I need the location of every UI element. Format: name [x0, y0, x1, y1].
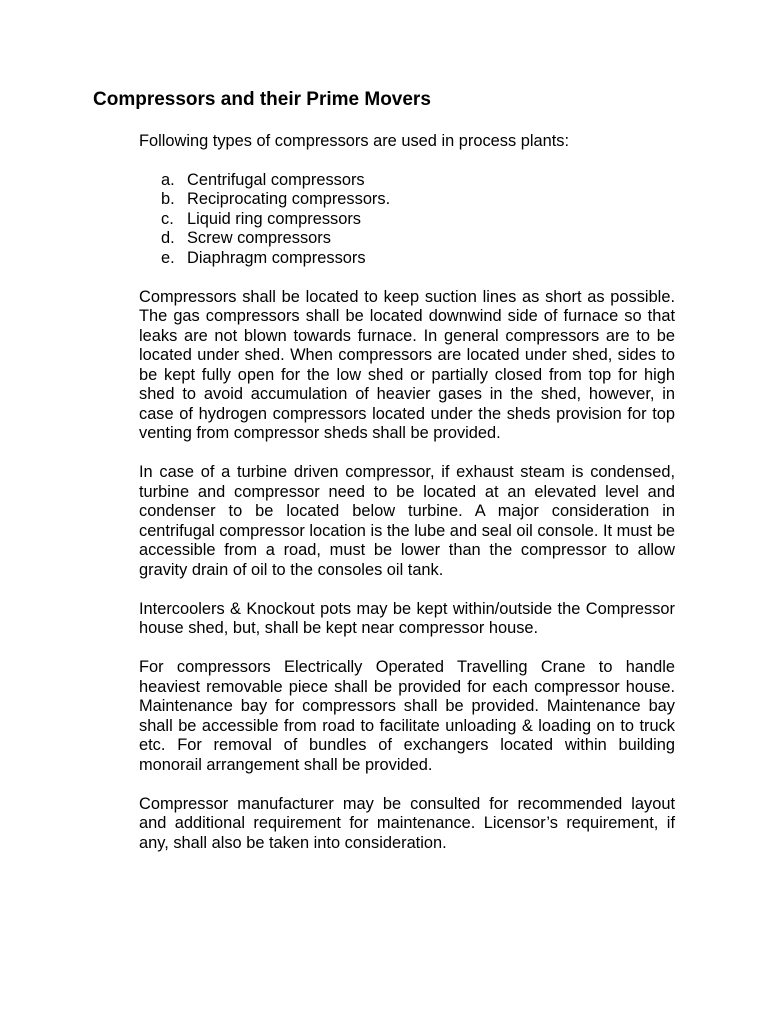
compressor-types-list	[139, 171, 675, 269]
paragraph-turbine: In case of a turbine driven compressor, if exhaust steam is condensed, turbine and compressor need to be located at an elevated level and condenser to be located below turbine. A major consideration in centrifugal compressor location is the lube and seal oil console. It must be accessible from a road, must be lower than the compressor to allow gravity drain of oil to the consoles oil tank.	[139, 463, 675, 579]
paragraph-intercoolers: Intercoolers & Knockout pots may be kept within/outside the Compressor house shed, but, shall be kept near compressor house.	[139, 599, 675, 637]
page-title: Compressors and their Prime Movers	[93, 89, 431, 110]
list-item	[139, 249, 675, 269]
list-item	[139, 171, 675, 191]
list-marker: d.	[161, 229, 175, 247]
paragraph-crane: For compressors Electrically Operated Travelling Crane to handle heaviest removable piece shall be provided for each compressor house. Maintenance bay for compressors shall be provided. Maintenance bay shall be accessible from road to facilitate unloading & loading on to truck etc. For removal of bundles of exchangers located within building monorail arrangement shall be provided.	[139, 658, 675, 774]
list-item	[139, 229, 675, 249]
list-item-text: Screw compressors	[187, 229, 331, 247]
list-item	[139, 210, 675, 230]
document-body	[139, 129, 675, 853]
intro-text: Following types of compressors are used in process plants:	[139, 132, 569, 150]
list-item-text: Centrifugal compressors	[187, 170, 365, 189]
list-item	[139, 190, 675, 210]
paragraph-location: Compressors shall be located to keep suction lines as short as possible. The gas compressors shall be located downwind side of furnace so that leaks are not blown towards furnace. In general compressors are to be located under shed. When compressors are located under shed, sides to be kept fully open for the low shed or partially closed from top for high shed to avoid accumulation of heavier gases in the shed, however, in case of hydrogen compressors located under the sheds provision for top venting from compressor sheds shall be provided.	[139, 287, 675, 442]
paragraph-manufacturer: Compressor manufacturer may be consulted for recommended layout and additional requirement for maintenance. Licensor’s requirement, if any, shall also be taken into consideration.	[139, 794, 675, 852]
list-marker: b.	[161, 190, 175, 208]
list-item-text: Reciprocating compressors.	[187, 190, 391, 208]
list-marker: c.	[161, 209, 174, 228]
list-item-text: Diaphragm compressors	[187, 248, 366, 267]
list-marker: e.	[161, 248, 175, 267]
list-item-text: Liquid ring compressors	[187, 209, 361, 228]
list-marker: a.	[161, 170, 175, 189]
